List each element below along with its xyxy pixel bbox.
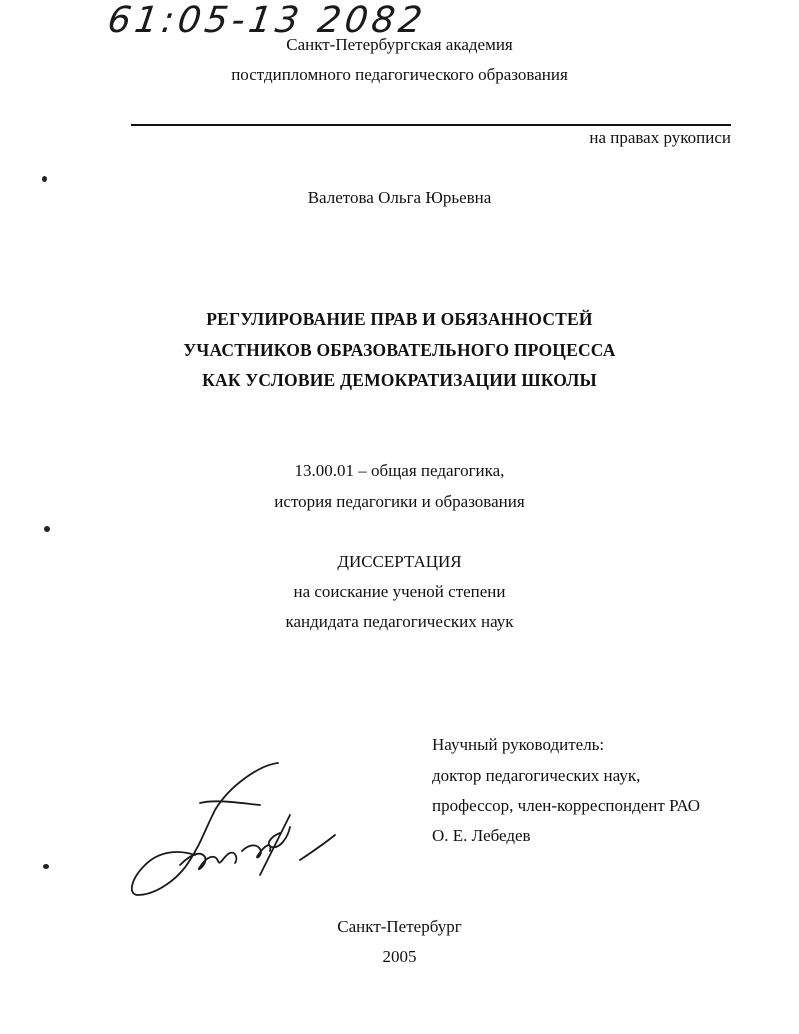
advisor-name: О. Е. Лебедев [432,826,531,845]
signature [120,755,350,905]
scan-speck [44,526,50,532]
archive-handwritten-number: 61:05-13 2082 [105,0,429,41]
advisor-position: профессор, член-корреспондент РАО [432,796,701,815]
title-line-2: УЧАСТНИКОВ ОБРАЗОВАТЕЛЬНОГО ПРОЦЕССА [183,340,616,360]
place: Санкт-Петербург [337,917,462,936]
specialty-line-1: 13.00.01 – общая педагогика, [294,461,505,480]
year: 2005 [382,947,417,966]
advisor-degree: доктор педагогических наук, [432,766,641,785]
manuscript-note: на правах рукописи [589,128,731,147]
institution-line-2: постдипломного педагогического образования [231,65,568,84]
institution-line-1: Санкт-Петербургская академия [286,35,513,54]
scan-speck [43,864,49,869]
header-rule [131,124,731,126]
work-type-line-3: кандидата педагогических наук [285,612,514,631]
author-name: Валетова Ольга Юрьевна [307,188,492,207]
scan-speck [42,176,47,182]
title-line-3: КАК УСЛОВИЕ ДЕМОКРАТИЗАЦИИ ШКОЛЫ [202,370,597,390]
advisor-label: Научный руководитель: [432,735,605,754]
work-type-heading: ДИССЕРТАЦИЯ [337,552,462,571]
title-line-1: РЕГУЛИРОВАНИЕ ПРАВ И ОБЯЗАННОСТЕЙ [206,309,593,329]
work-type-line-2: на соискание ученой степени [293,582,506,601]
specialty-line-2: история педагогики и образования [274,492,525,511]
